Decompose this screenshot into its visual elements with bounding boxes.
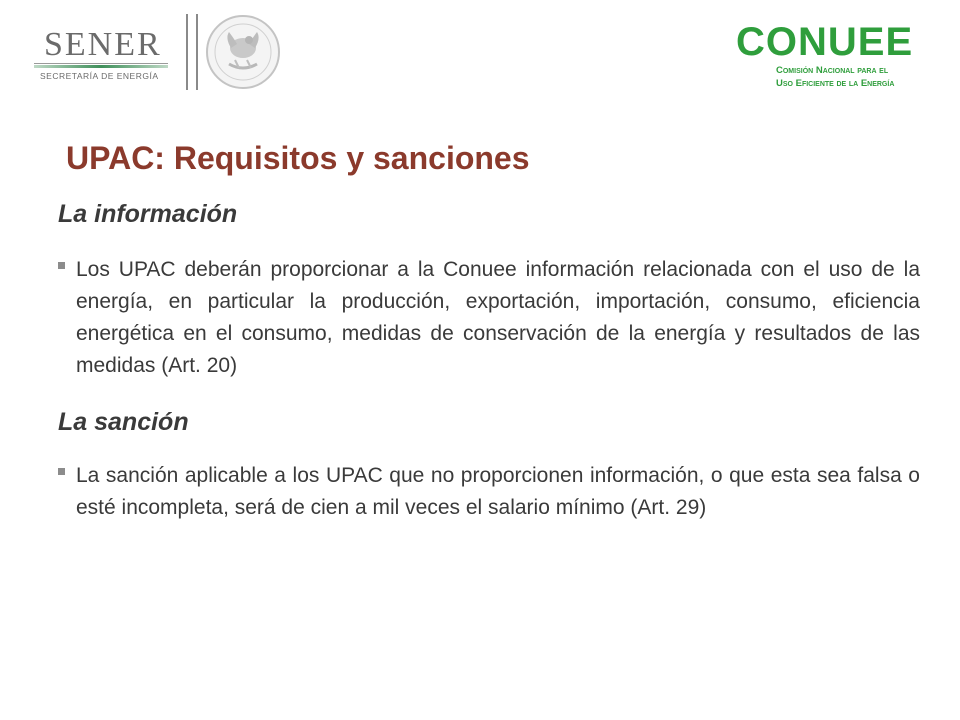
slide-header [0, 0, 960, 110]
section-heading-informacion: La información [58, 200, 238, 228]
bullet-square-icon [58, 262, 65, 269]
conuee-logo-subtitle-line1: Comisión Nacional para el [776, 65, 889, 76]
bullet-text-informacion: Los UPAC deberán proporcionar a la Conuee información relacionada con el uso de la energía, en particular la producción, exportación, importación, consumo, eficiencia energética en el consumo, medidas de conservación de la energía y resultados de las medidas (Art. 20) [76, 258, 920, 377]
bullet-text-sancion: La sanción aplicable a los UPAC que no proporcionen información, o que esta sea falsa o esté incompleta, será de cien a mil veces el salario mínimo (Art. 29) [76, 464, 920, 519]
header-divider-right [196, 14, 198, 90]
header-divider-left [186, 14, 188, 90]
conuee-logo-subtitle [776, 64, 894, 90]
bullet-sancion [58, 460, 920, 524]
conuee-logo-subtitle-line2: Uso Eficiente de la Energía [776, 78, 895, 89]
sener-logo-accent [34, 65, 168, 68]
sener-logo-rule [34, 63, 168, 64]
mexican-coat-of-arms-icon [205, 14, 281, 90]
sener-logo-subtitle: SECRETARÍA DE ENERGÍA [40, 71, 159, 81]
conuee-logo-word: CONUEE [736, 20, 914, 64]
conuee-logo [730, 14, 930, 94]
sener-logo-word: SENER [44, 26, 162, 63]
sener-logo [30, 14, 180, 84]
bullet-square-icon [58, 468, 65, 475]
bullet-informacion [58, 254, 920, 382]
section-heading-sancion: La sanción [58, 408, 189, 436]
slide-title: UPAC: Requisitos y sanciones [66, 140, 530, 176]
